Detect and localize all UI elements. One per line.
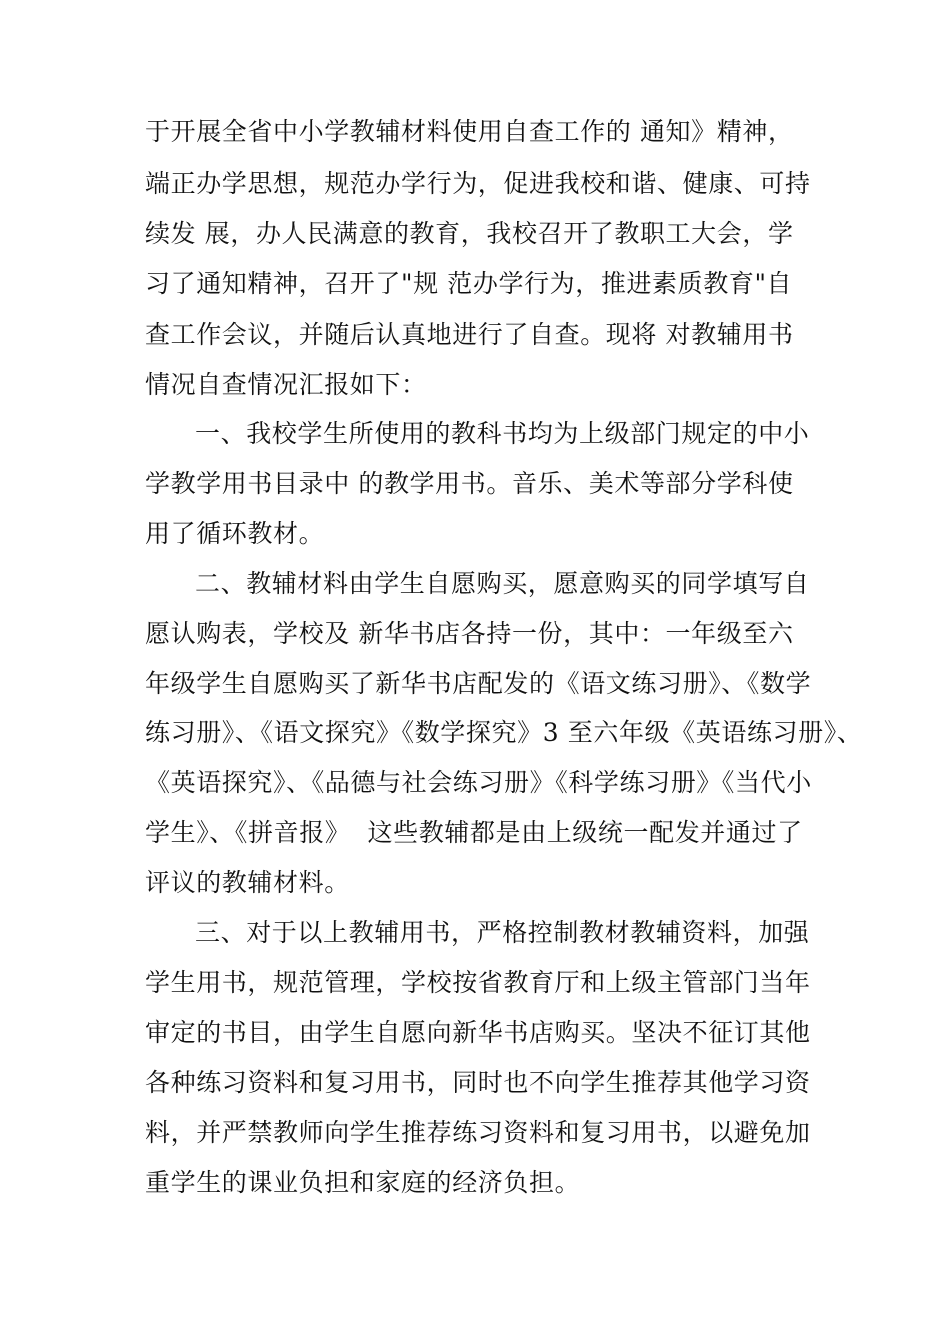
text-line: 各种练习资料和复习用书，同时也不向学生推荐其他学习资	[145, 1068, 811, 1097]
paragraph-2-first-line: 二、教辅材料由学生自愿购买，愿意购买的同学填写自	[195, 569, 810, 598]
text-line: 续发 展，办人民满意的教育，我校召开了教职工大会，学	[145, 219, 794, 248]
text-line: 于开展全省中小学教辅材料使用自查工作的 通知》精神，	[145, 117, 794, 146]
text-line: 评议的教辅材料。	[145, 868, 350, 897]
text-line: 重学生的课业负担和家庭的经济负担。	[145, 1168, 581, 1197]
text-line: 端正办学思想，规范办学行为，促进我校和谐、健康、可持	[145, 169, 811, 198]
text-line: 习了通知精神，召开了"规 范办学行为，推进素质教育"自	[145, 269, 793, 298]
paragraph-3-first-line: 三、对于以上教辅用书，严格控制教材教辅资料，加强	[195, 918, 810, 947]
text-line: 《英语探究》、《品德与社会练习册》《科学练习册》《当代小	[145, 768, 812, 797]
text-line: 用了循环教材。	[145, 519, 325, 548]
text-line: 审定的书目，由学生自愿向新华书店购买。坚决不征订其他	[145, 1018, 811, 1047]
text-line: 愿认购表，学校及 新华书店各持一份，其中：一年级至六	[145, 619, 794, 648]
text-line: 学生用书，规范管理，学校按省教育厅和上级主管部门当年	[145, 968, 811, 997]
text-line: 情况自查情况汇报如下：	[145, 370, 427, 399]
text-line: 查工作会议，并随后认真地进行了自查。现将 对教辅用书	[145, 320, 794, 349]
text-line: 学生》、《拼音报》 这些教辅都是由上级统一配发并通过了	[145, 818, 803, 847]
text-line: 练习册》、《语文探究》《数学探究》3 至六年级《英语练习册》、	[145, 718, 863, 747]
text-line: 学教学用书目录中 的教学用书。音乐、美术等部分学科使	[145, 469, 794, 498]
text-line: 料，并严禁教师向学生推荐练习资料和复习用书，以避免加	[145, 1118, 811, 1147]
text-line: 年级学生自愿购买了新华书店配发的《语文练习册》、《数学	[145, 669, 812, 698]
paragraph-1-first-line: 一、我校学生所使用的教科书均为上级部门规定的中小	[195, 419, 810, 448]
